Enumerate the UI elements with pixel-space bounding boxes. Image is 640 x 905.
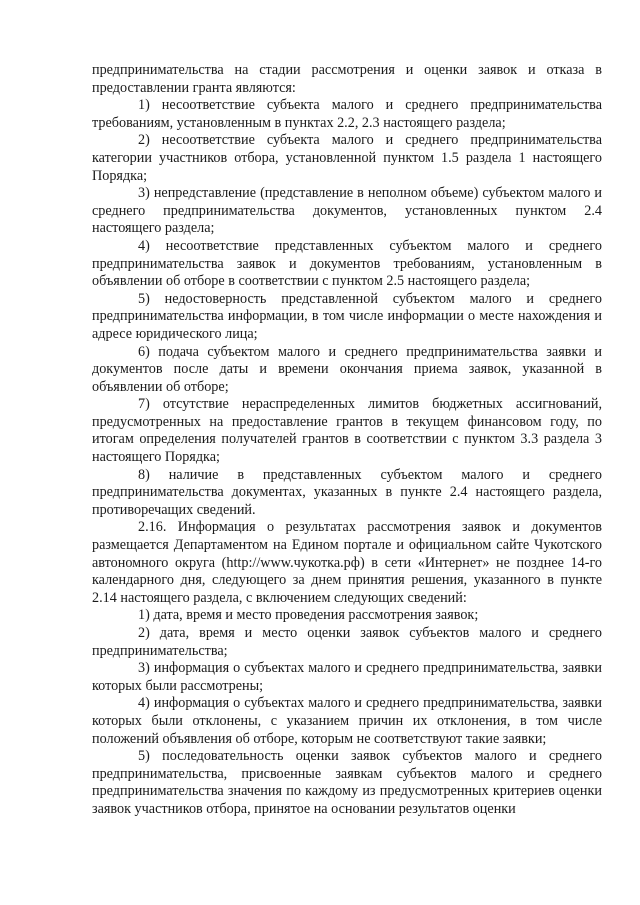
list-item-5: 5) недостоверность представленной субъектом малого и среднего предпринимательства информации, в том числе информации о месте нахождения и адресе юридического лица; <box>92 290 602 342</box>
info-item-1: 1) дата, время и место проведения рассмотрения заявок; <box>138 607 479 624</box>
info-item-4: 4) информация о субъектах малого и среднего предпринимательства, заявки которых были отклонены, с указанием причин их отклонения, в том числе положений объявления об отборе, которым не соответствуют такие заявки; <box>92 695 602 747</box>
list-item-2: 2) несоответствие субъекта малого и среднего предпринимательства категории участников отбора, установленной пунктом 1.5 раздела 1 настоящего Порядка; <box>92 132 602 184</box>
info-item-2: 2) дата, время и место оценки заявок субъектов малого и среднего предпринимательства; <box>92 625 602 659</box>
info-item-5: 5) последовательность оценки заявок субъектов малого и среднего предпринимательства, присвоенные заявкам субъектов малого и среднего предпринимательства значения по каждому из предусмотренных критериев оценки заявок участников отбора, принятое на основании результатов оценки <box>92 748 602 817</box>
list-item-4: 4) несоответствие представленных субъектом малого и среднего предпринимательства заявок и документов требованиям, установленным в объявлении об отборе в соответствии с пунктом 2.5 настоящего раздела; <box>92 237 602 290</box>
document-page <box>92 62 602 819</box>
list-item-1: 1) несоответствие субъекта малого и среднего предпринимательства требованиям, установленным в пунктах 2.2, 2.3 настоящего раздела; <box>92 97 602 131</box>
paragraph-continuation: предпринимательства на стадии рассмотрения и оценки заявок и отказа в предоставлении гранта являются: <box>92 62 602 96</box>
info-item-3: 3) информация о субъектах малого и среднего предпринимательства, заявки которых были рассмотрены; <box>92 660 602 694</box>
list-item-7: 7) отсутствие нераспределенных лимитов бюджетных ассигнований, предусмотренных на предоставление грантов в текущем финансовом году, по итогам определения получателей грантов в соответствии с пунктом 3.3 раздела 3 настоящего Порядка; <box>92 396 602 466</box>
list-item-3: 3) непредставление (представление в неполном объеме) субъектом малого и среднего предпринимательства документов, установленных пунктом 2.4 настоящего раздела; <box>92 185 602 237</box>
section-2-16-paragraph: 2.16. Информация о результатах рассмотрения заявок и документов размещается Департаментом на Едином портале и официальном сайте Чукотского автономного округа (http://www.чукотка.рф) в сети «Интернет» не позднее 14-го календарного дня, следующего за днем принятия решения, указанного в пункте 2.14 настоящего раздела, с включением следующих сведений: <box>92 519 602 606</box>
list-item-6: 6) подача субъектом малого и среднего предпринимательства заявки и документов после даты и времени окончания приема заявок, указанной в объявлении об отборе; <box>92 343 602 395</box>
list-item-8: 8) наличие в представленных субъектом малого и среднего предпринимательства документах, указанных в пункте 2.4 настоящего раздела, противоречащих сведений. <box>92 466 602 518</box>
